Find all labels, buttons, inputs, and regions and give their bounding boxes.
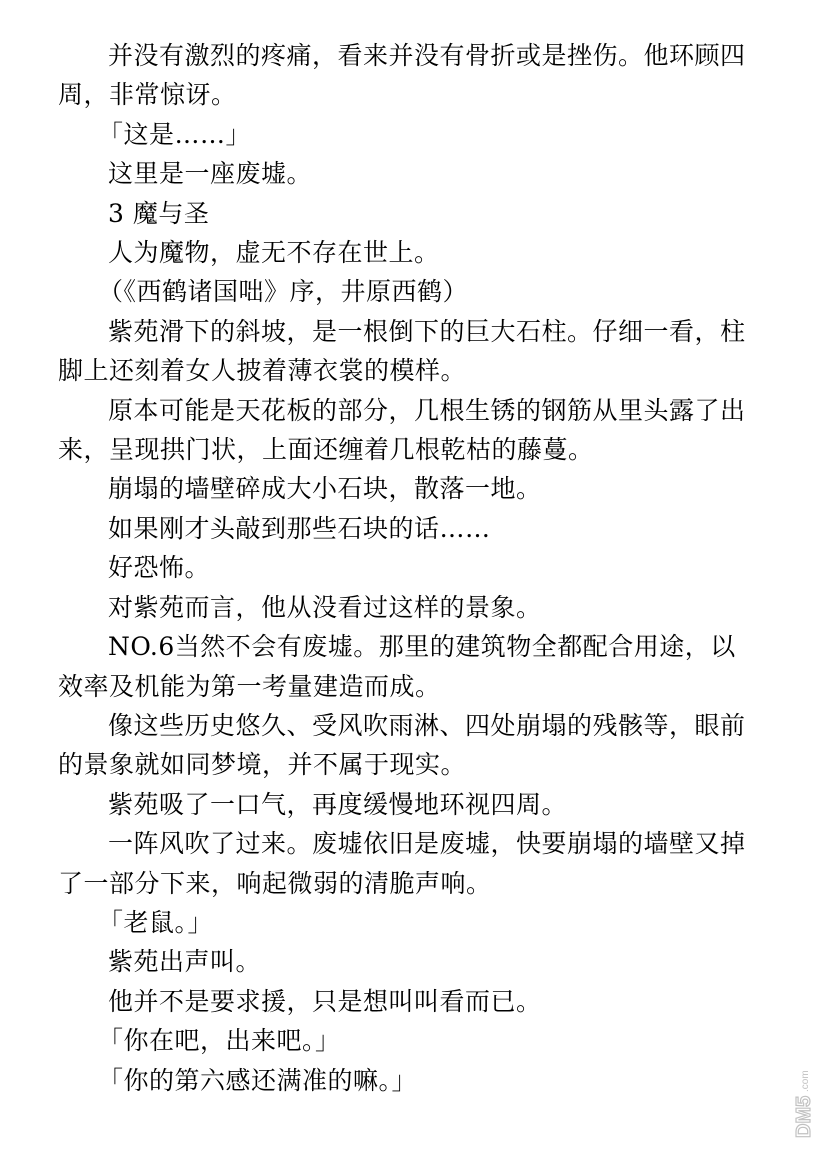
dialogue-line: 「这是……」 [98, 119, 252, 149]
paragraph: NO.6当然不会有废墟。那里的建筑物全都配合用途，以效率及机能为第一考量建造而成。 [58, 632, 736, 701]
section-heading: 3 魔与圣 [108, 198, 210, 228]
paragraph: 紫苑出声叫。 [108, 947, 262, 977]
svg-text:.com: .com [800, 1070, 811, 1092]
epigraph: 人为魔物，虚无不存在世上。 [108, 238, 440, 268]
epigraph-source: （《西鹤诸国咄》序，井原西鹤） [98, 277, 469, 307]
dialogue-line: 「老鼠。」 [98, 907, 214, 937]
paragraph: 原本可能是天花板的部分，几根生锈的钢筋从里头露了出来，呈现拱门状，上面还缠着几根乾枯的藤蔓。 [58, 395, 746, 465]
paragraph: 紫苑吸了一口气，再度缓慢地环视四周。 [108, 789, 568, 819]
dm5-watermark-logo [788, 1060, 818, 1140]
paragraph: 如果刚才头敲到那些石块的话…… [108, 513, 491, 543]
paragraph: 紫苑滑下的斜坡，是一根倒下的巨大石柱。仔细一看，柱脚上还刻着女人披着薄衣裳的模样。 [58, 316, 746, 386]
body-text [58, 36, 758, 1100]
paragraph: 对紫苑而言，他从没看过这样的景象。 [108, 592, 542, 622]
watermark-logo-icon [788, 1060, 818, 1140]
dialogue-line: 「你的第六感还满准的嘛。」 [98, 1065, 418, 1095]
svg-text:DM5: DM5 [793, 1095, 815, 1138]
paragraph: 这里是一座废墟。 [108, 159, 313, 189]
paragraph: 一阵风吹了过来。废墟依旧是废墟，快要崩塌的墙壁又掉了一部分下来，响起微弱的清脆声响。 [58, 829, 746, 898]
paragraph: 好恐怖。 [108, 553, 211, 583]
paragraph: 并没有激烈的疼痛，看来并没有骨折或是挫伤。他环顾四周，非常惊讶。 [58, 41, 746, 110]
paragraph: 像这些历史悠久、受风吹雨淋、四处崩塌的残骸等，眼前的景象就如同梦境，并不属于现实。 [58, 710, 746, 780]
paragraph: 崩塌的墙壁碎成大小石块，散落一地。 [108, 474, 542, 504]
paragraph: 他并不是要求援，只是想叫叫看而已。 [108, 986, 542, 1016]
dialogue-line: 「你在吧，出来吧。」 [98, 1026, 341, 1056]
